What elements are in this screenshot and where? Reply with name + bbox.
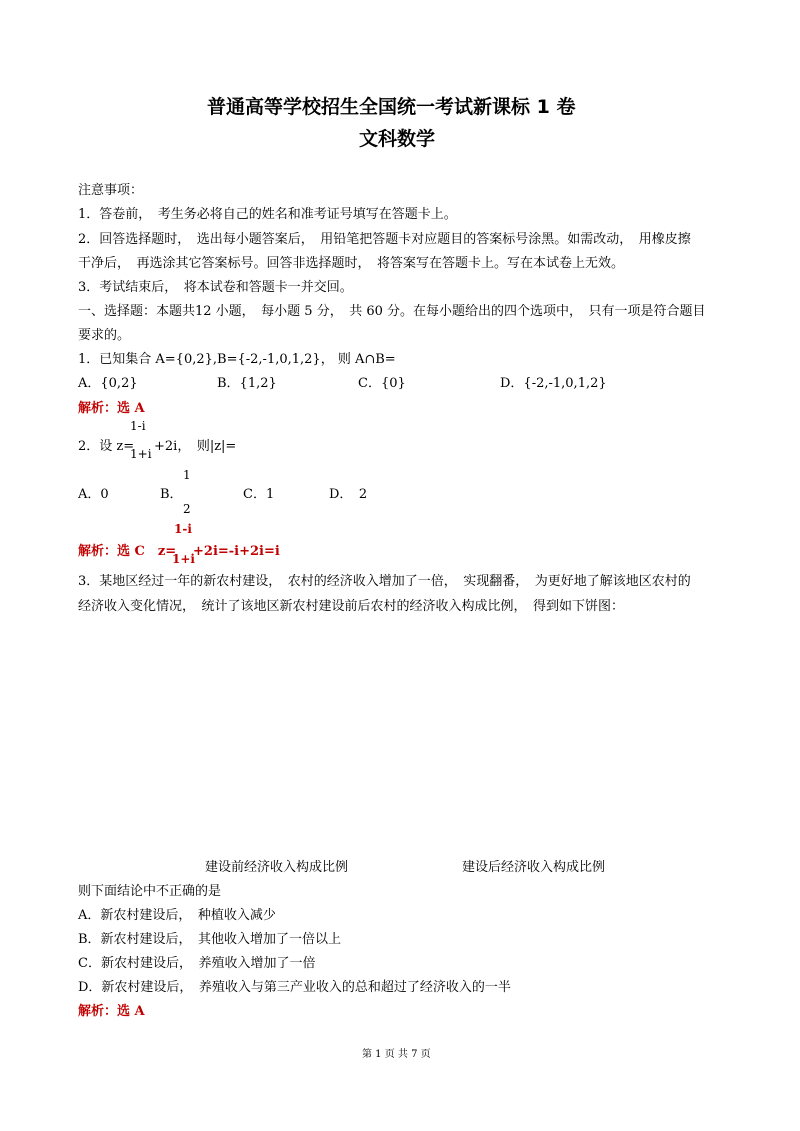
- pie-caption-before: 建设前经济收入构成比例: [205, 860, 349, 875]
- q2-numerator: 1-i: [130, 419, 146, 433]
- notice-item-3: 3．考试结束后， 将本试卷和答题卡一并交回。: [78, 280, 353, 295]
- q2-option-b: B．: [160, 487, 183, 502]
- page-footer: 第 1 页 共 7 页: [362, 1049, 431, 1060]
- q3-stem-b: 经济收入变化情况， 统计了该地区新农村建设前后农村的经济收入构成比例， 得到如下饼图：: [78, 599, 625, 614]
- page-subtitle: 文科数学: [359, 128, 436, 150]
- q2-option-b-denominator: 2: [183, 502, 191, 516]
- q1-stem: 1．已知集合 A={0,2},B={-2,-1,0,1,2}， 则 A∩B=: [78, 352, 396, 367]
- q3-option-c: C．新农村建设后， 养殖收入增加了一倍: [78, 956, 316, 971]
- q1-option-b: B．{1,2}: [217, 376, 277, 391]
- q2-answer-numerator: 1-i: [174, 522, 192, 536]
- q2-answer-suffix: +2i=-i+2i=i: [193, 544, 280, 559]
- pie-caption-after: 建设后经济收入构成比例: [462, 860, 606, 875]
- notice-heading: 注意事项：: [78, 183, 144, 198]
- page-title: 普通高等学校招生全国统一考试新课标 1 卷: [207, 96, 576, 118]
- q1-option-c: C．{0}: [358, 376, 406, 391]
- q2-option-c: C．1: [243, 487, 275, 502]
- notice-item-2a: 2．回答选择题时， 选出每小题答案后， 用铅笔把答题卡对应题目的答案标号涂黑。如需改动， 用橡皮擦: [78, 232, 691, 247]
- q3-answer: 解析：选 A: [78, 1004, 145, 1019]
- notice-item-1: 1．答卷前， 考生务必将自己的姓名和准考证号填写在答题卡上。: [78, 207, 457, 222]
- q2-denominator: 1+i: [130, 447, 152, 461]
- section1-instruction-b: 要求的。: [78, 328, 131, 343]
- q1-option-a: A．{0,2}: [78, 376, 138, 391]
- q2-answer-denominator: 1+i: [172, 552, 195, 566]
- q2-option-b-numerator: 1: [183, 468, 191, 482]
- notice-item-2b: 干净后， 再选涂其它答案标号。回答非选择题时， 将答案写在答题卡上。写在本试卷上无效。: [78, 256, 625, 271]
- q1-option-d: D．{-2,-1,0,1,2}: [500, 376, 607, 391]
- q2-option-d: D． 2: [329, 487, 368, 502]
- q3-question: 则下面结论中不正确的是: [78, 884, 222, 899]
- q2-stem-prefix: 2．设 z=: [78, 439, 135, 454]
- q3-option-a: A．新农村建设后， 种植收入减少: [78, 908, 276, 923]
- q1-answer: 解析：选 A: [78, 401, 145, 416]
- q3-option-b: B．新农村建设后， 其他收入增加了一倍以上: [78, 932, 342, 947]
- q3-option-d: D．新农村建设后， 养殖收入与第三产业收入的总和超过了经济收入的一半: [78, 980, 511, 995]
- q2-stem-suffix: +2i， 则|z|=: [154, 439, 237, 454]
- q2-answer-prefix: 解析：选 C z=: [78, 544, 177, 559]
- q3-stem-a: 3．某地区经过一年的新农村建设， 农村的经济收入增加了一倍， 实现翻番， 为更好地了解该地区农村的: [78, 574, 691, 589]
- section1-instruction-a: 一、选择题：本题共12 小题， 每小题 5 分， 共 60 分。在每小题给出的四个选项中， 只有一项是符合题目: [78, 304, 706, 319]
- q2-option-a: A．0: [78, 487, 109, 502]
